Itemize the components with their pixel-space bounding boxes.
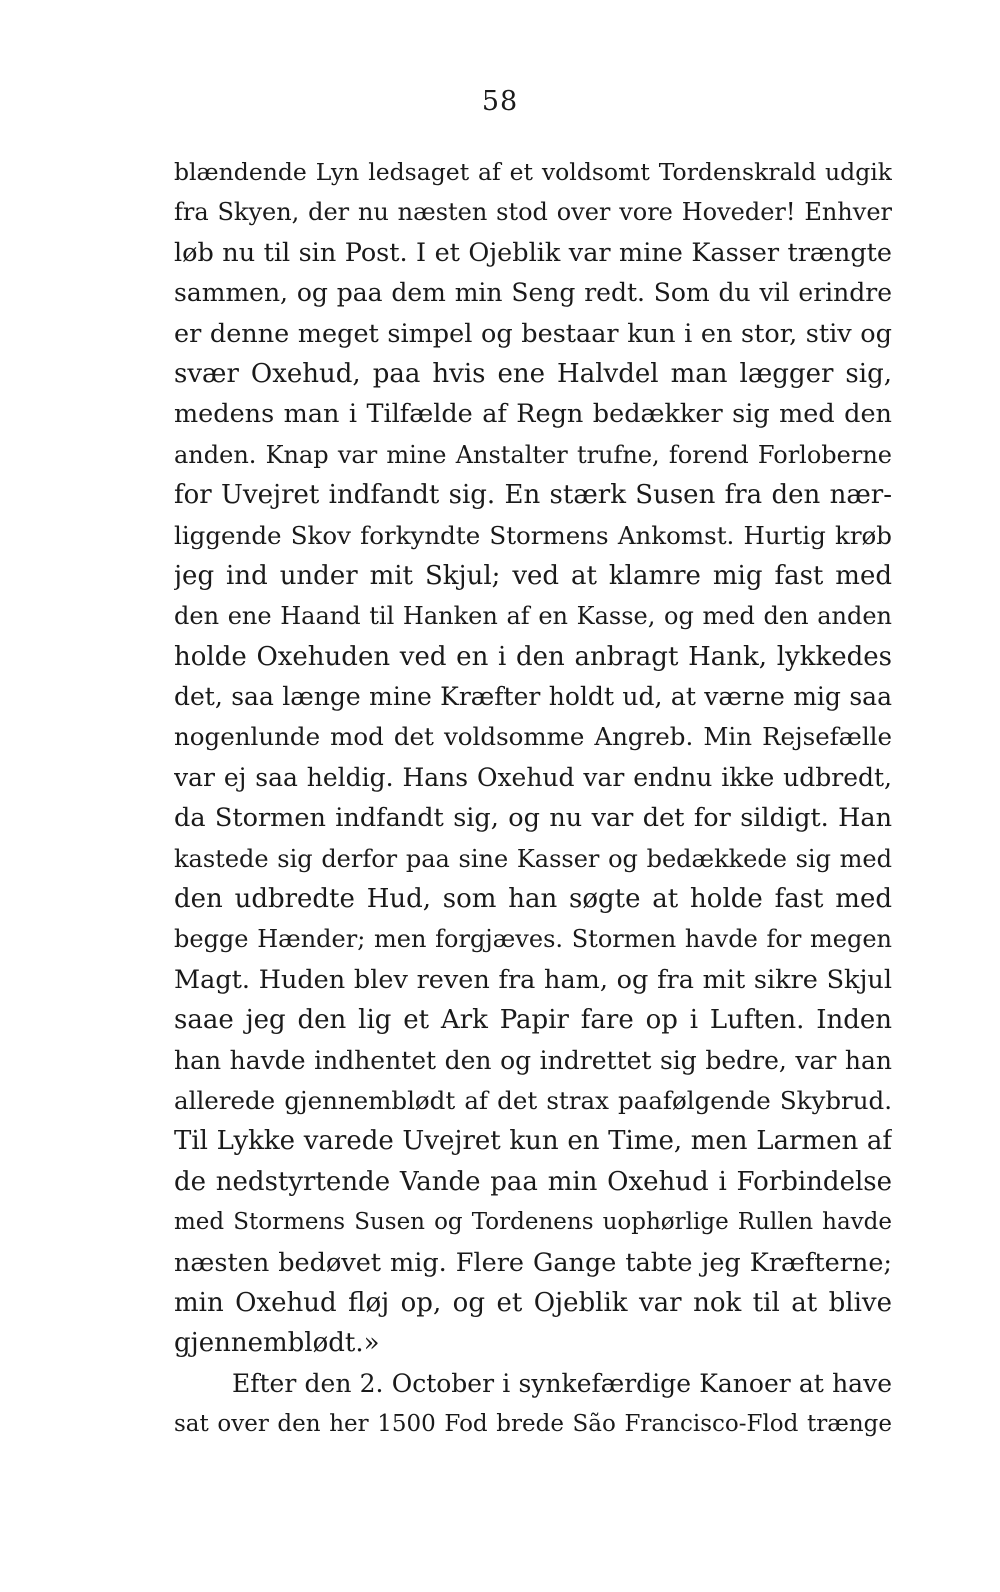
text-line: da Stormen indfandt sig, og nu var det for sildigt. Han <box>174 803 892 834</box>
text-line: blændende Lyn ledsaget af et voldsomt Tordenskrald udgik <box>174 158 892 186</box>
text-line: for Uvejret indfandt sig. En stærk Susen fra den nær- <box>174 480 892 511</box>
text-line: nogenlunde mod det voldsomme Angreb. Min Rejsefælle <box>174 722 892 752</box>
text-line: saae jeg den lig et Ark Papir fare op i Luften. Inden <box>174 1005 892 1036</box>
text-line: det, saa længe mine Kræfter holdt ud, at værne mig saa <box>174 682 892 712</box>
text-line: de nedstyrtende Vande paa min Oxehud i Forbindelse <box>174 1166 892 1197</box>
text-line: løb nu til sin Post. I et Ojeblik var mine Kasser trængte <box>174 237 892 268</box>
paragraph <box>174 152 892 1364</box>
text-line: jeg ind under mit Skjul; ved at klamre mig fast med <box>174 560 892 591</box>
text-line: liggende Skov forkyndte Stormens Ankomst. Hurtig krøb <box>174 520 892 550</box>
text-line: sat over den her 1500 Fod brede São Francisco-Flod trænge <box>174 1411 892 1438</box>
text-line: Til Lykke varede Uvejret kun en Time, men Larmen af <box>174 1126 892 1157</box>
text-line: gjennemblødt.» <box>174 1328 380 1359</box>
text-line: den ene Haand til Hanken af en Kasse, og med den anden <box>174 602 892 631</box>
text-line: den udbredte Hud, som han søgte at holde fast med <box>174 884 892 915</box>
text-line: næsten bedøvet mig. Flere Gange tabte jeg Kræfterne; <box>174 1247 892 1278</box>
text-line: han havde indhentet den og indrettet sig bedre, var han <box>174 1045 892 1075</box>
text-line: Magt. Huden blev reven fra ham, og fra mit sikre Skjul <box>174 964 892 995</box>
text-line: Efter den 2. October i synkefærdige Kanoer at have <box>232 1368 892 1398</box>
page-number: 58 <box>481 86 519 117</box>
text-line: begge Hænder; men forgjæves. Stormen havde for megen <box>174 925 892 954</box>
paragraph <box>174 1364 892 1445</box>
text-line: medens man i Tilfælde af Regn bedækker sig med den <box>174 399 892 430</box>
text-line: sammen, og paa dem min Seng redt. Som du vil erindre <box>174 278 892 308</box>
text-line: svær Oxehud, paa hvis ene Halvdel man lægger sig, <box>174 358 892 389</box>
text-line: er denne meget simpel og bestaar kun i en stor, stiv og <box>174 318 892 349</box>
text-line: fra Skyen, der nu næsten stod over vore Hoveder! Enhver <box>174 198 892 227</box>
text-line: allerede gjennemblødt af det strax paafølgende Skybrud. <box>174 1085 892 1115</box>
text-line: var ej saa heldig. Hans Oxehud var endnu ikke udbredt, <box>174 762 892 792</box>
body-text <box>174 152 892 1445</box>
text-line: holde Oxehuden ved en i den anbragt Hank, lykkedes <box>174 641 892 672</box>
text-line: med Stormens Susen og Tordenens uophørlige Rullen havde <box>174 1209 892 1236</box>
text-line: kastede sig derfor paa sine Kasser og bedækkede sig med <box>174 844 892 873</box>
text-line: min Oxehud fløj op, og et Ojeblik var nok til at blive <box>174 1287 892 1318</box>
text-line: anden. Knap var mine Anstalter trufne, forend Forloberne <box>174 440 892 469</box>
